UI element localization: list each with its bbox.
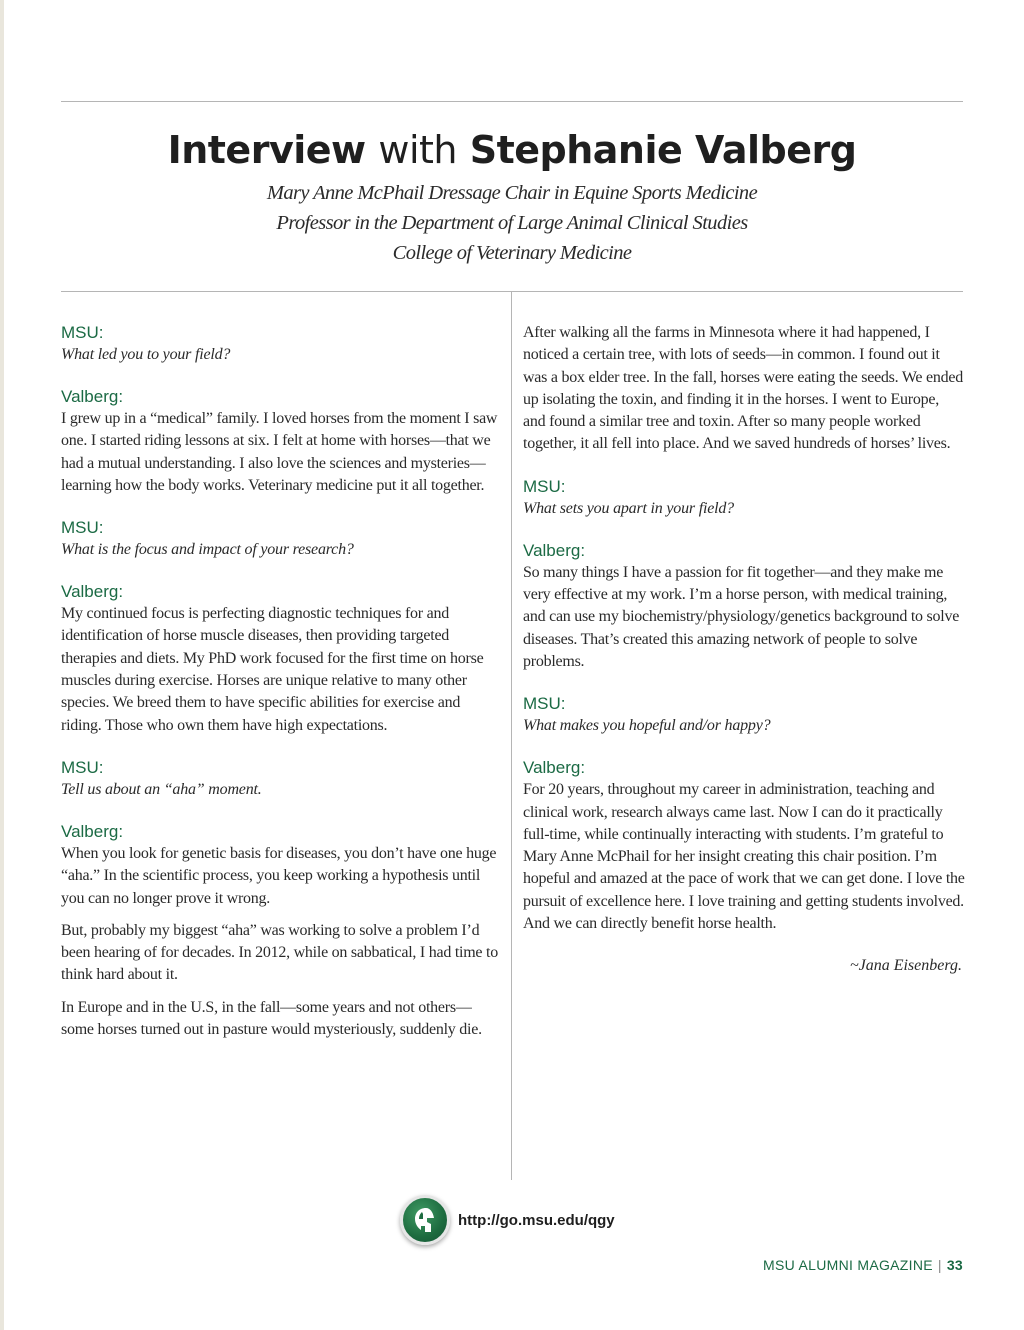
right-column	[523, 322, 965, 977]
speaker-msu: MSU:	[61, 323, 104, 342]
author-signature: ~Jana Eisenberg.	[849, 957, 962, 975]
middle-rule	[61, 291, 963, 292]
footer-separator: |	[937, 1257, 942, 1273]
question-3: Tell us about an “aha” moment.	[61, 780, 262, 798]
page-number: 33	[946, 1257, 963, 1273]
speaker-valberg: Valberg:	[61, 821, 124, 841]
title-name: Stephanie Valberg	[469, 128, 857, 172]
footer-brand: MSU	[763, 1257, 796, 1273]
answer-3-paragraph-2: But, probably my biggest “aha” was working to solve a problem I’d been hearing of for decades. In 2012, while on sabbatical, I had time to think hard about it.	[61, 921, 498, 984]
question-2: What is the focus and impact of your research?	[61, 541, 354, 559]
question-1: What led you to your field?	[61, 346, 231, 363]
speaker-valberg: Valberg:	[61, 582, 124, 602]
video-link[interactable]	[400, 1196, 615, 1244]
column-divider	[511, 292, 512, 1180]
answer-3-paragraph-1: When you look for genetic basis for diseases, you don’t have one huge “aha.” In the scientific process, you keep working a hypothesis until you can no longer prove it wrong.	[61, 844, 497, 907]
speaker-valberg: Valberg:	[61, 387, 124, 406]
answer-3-paragraph-4: After walking all the farms in Minnesota where it had happened, I noticed a certain tree, with lots of seeds—in common. I found out it was a box elder tree. In the fall, horses were eating the seeds. We ended up isolating the toxin, and finding it in the horses. I went to Europe, and found a similar tree and toxin. After so many people worked together, it all fell into place. And we saved hundreds of horses’ lives.	[523, 324, 963, 453]
answer-4: So many things I have a passion for fit together—and they make me very effective at my work. I’m a horse person, with medical training, and can use my biochemistry/physiology/genetics background to solve diseases. That’s created this amazing network of people to solve problems.	[523, 563, 960, 670]
spartan-helmet-icon[interactable]	[400, 1195, 450, 1245]
left-column	[61, 322, 501, 1061]
subtitle-block	[0, 178, 1024, 268]
speaker-valberg: Valberg:	[523, 540, 586, 560]
title-with: with	[378, 128, 457, 172]
page-title	[0, 123, 1024, 177]
video-link-url[interactable]: http://go.msu.edu/qgy	[458, 1211, 615, 1229]
subtitle-professor: Professor in the Department of Large Animal Clinical Studies	[276, 212, 748, 234]
answer-2: My continued focus is perfecting diagnostic techniques for and identification of horse muscle diseases, then providing targeted therapies and diets. My PhD work focused for the first time on horse muscles during exercise. Horses are unique relative to many other species. We breed them to have specific abilities for exercise and riding. Those who own them have high expectations.	[61, 605, 484, 734]
question-5: What makes you hopeful and/or happy?	[523, 717, 771, 735]
spartan-helmet-glyph	[410, 1205, 440, 1235]
answer-1: I grew up in a “medical” family. I loved horses from the moment I saw one. I started riding lessons at six. I felt at home with horses—that we had a mutual understanding. I also love the sciences and mysteries—learning how the body works. Veterinary medicine put it all together.	[61, 410, 498, 494]
top-rule	[61, 101, 963, 102]
speaker-msu: MSU:	[523, 694, 566, 714]
speaker-msu: MSU:	[523, 476, 566, 496]
answer-5: For 20 years, throughout my career in administration, teaching and clinical work, research always came last. Now I can do it practically full-time, while continually interacting with students. I’m grateful to Mary Anne McPhail for her insight creating this chair position. I’m hopeful and amazed at the pace of work that we can get done. I love the pursuit of excellence here. I love training and getting students involved. And we can directly benefit horse health.	[523, 781, 965, 933]
speaker-msu: MSU:	[61, 757, 104, 777]
subtitle-chair: Mary Anne McPhail Dressage Chair in Equine Sports Medicine	[266, 182, 758, 204]
speaker-msu: MSU:	[61, 518, 104, 538]
page-footer	[763, 1257, 963, 1273]
title-interview: Interview	[167, 128, 366, 172]
footer-magazine: ALUMNI MAGAZINE	[798, 1257, 933, 1273]
speaker-valberg: Valberg:	[523, 758, 586, 778]
question-4: What sets you apart in your field?	[523, 499, 734, 517]
answer-3-paragraph-3: In Europe and in the U.S, in the fall—some years and not others—some horses turned out in pasture would mysteriously, suddenly die.	[61, 998, 482, 1039]
subtitle-college: College of Veterinary Medicine	[392, 242, 632, 264]
